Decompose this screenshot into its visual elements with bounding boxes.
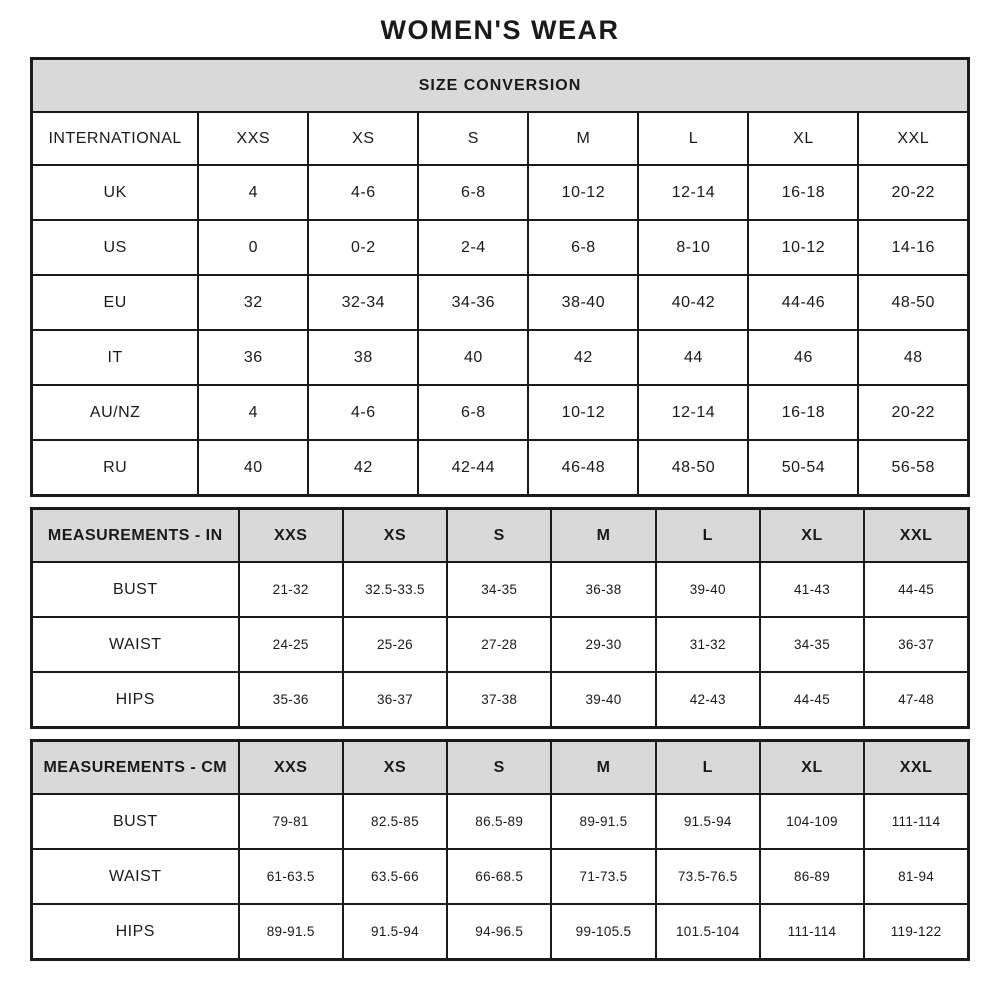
column-header-cell: S [447, 509, 551, 563]
value-cell: 16-18 [748, 165, 858, 220]
table-row [32, 562, 969, 617]
column-header-cell: XL [760, 741, 864, 795]
value-cell: 34-36 [418, 275, 528, 330]
measurements-in-table [30, 507, 970, 729]
measurements-in-body [32, 562, 969, 728]
value-cell: 42-44 [418, 440, 528, 496]
value-cell: 38 [308, 330, 418, 385]
column-header-cell: XS [343, 509, 447, 563]
value-cell: 40 [198, 440, 308, 496]
value-cell: 14-16 [858, 220, 968, 275]
table-row [32, 794, 969, 849]
value-cell: 29-30 [551, 617, 655, 672]
table-row [32, 385, 969, 440]
value-cell: 20-22 [858, 165, 968, 220]
value-cell: 89-91.5 [551, 794, 655, 849]
table-row [32, 672, 969, 728]
value-cell: 40-42 [638, 275, 748, 330]
value-cell: 79-81 [239, 794, 343, 849]
size-conversion-header: SIZE CONVERSION [32, 59, 969, 113]
column-header-cell: M [551, 741, 655, 795]
row-label: BUST [32, 794, 239, 849]
size-conversion-columns-row [32, 112, 969, 165]
column-header-cell: XXS [198, 112, 308, 165]
column-header-cell: M [528, 112, 638, 165]
value-cell: 8-10 [638, 220, 748, 275]
table-row [32, 165, 969, 220]
value-cell: 16-18 [748, 385, 858, 440]
size-conversion-table [30, 57, 970, 497]
value-cell: 32-34 [308, 275, 418, 330]
column-header-label: MEASUREMENTS - CM [32, 741, 239, 795]
row-label: RU [32, 440, 199, 496]
value-cell: 82.5-85 [343, 794, 447, 849]
value-cell: 71-73.5 [551, 849, 655, 904]
value-cell: 24-25 [239, 617, 343, 672]
measurements-cm-header-row [32, 741, 969, 795]
value-cell: 86-89 [760, 849, 864, 904]
value-cell: 56-58 [858, 440, 968, 496]
value-cell: 99-105.5 [551, 904, 655, 960]
value-cell: 44-45 [760, 672, 864, 728]
value-cell: 42 [528, 330, 638, 385]
column-header-cell: XL [760, 509, 864, 563]
value-cell: 36-37 [864, 617, 968, 672]
value-cell: 6-8 [418, 385, 528, 440]
value-cell: 6-8 [528, 220, 638, 275]
value-cell: 50-54 [748, 440, 858, 496]
table-row [32, 220, 969, 275]
value-cell: 44-45 [864, 562, 968, 617]
column-header-cell: XXL [864, 509, 968, 563]
value-cell: 91.5-94 [656, 794, 760, 849]
table-row [32, 275, 969, 330]
value-cell: 32 [198, 275, 308, 330]
value-cell: 91.5-94 [343, 904, 447, 960]
value-cell: 37-38 [447, 672, 551, 728]
value-cell: 104-109 [760, 794, 864, 849]
row-label: US [32, 220, 199, 275]
value-cell: 66-68.5 [447, 849, 551, 904]
row-label: EU [32, 275, 199, 330]
value-cell: 10-12 [528, 165, 638, 220]
value-cell: 119-122 [864, 904, 968, 960]
value-cell: 0 [198, 220, 308, 275]
value-cell: 36-37 [343, 672, 447, 728]
column-header-cell: XXS [239, 509, 343, 563]
value-cell: 61-63.5 [239, 849, 343, 904]
size-conversion-body [32, 165, 969, 496]
value-cell: 48-50 [858, 275, 968, 330]
value-cell: 39-40 [551, 672, 655, 728]
value-cell: 42 [308, 440, 418, 496]
value-cell: 4-6 [308, 165, 418, 220]
value-cell: 32.5-33.5 [343, 562, 447, 617]
value-cell: 25-26 [343, 617, 447, 672]
value-cell: 48-50 [638, 440, 748, 496]
value-cell: 27-28 [447, 617, 551, 672]
value-cell: 4 [198, 385, 308, 440]
value-cell: 4-6 [308, 385, 418, 440]
value-cell: 81-94 [864, 849, 968, 904]
value-cell: 35-36 [239, 672, 343, 728]
column-header-cell: M [551, 509, 655, 563]
row-label: HIPS [32, 672, 239, 728]
value-cell: 40 [418, 330, 528, 385]
value-cell: 94-96.5 [447, 904, 551, 960]
value-cell: 46-48 [528, 440, 638, 496]
value-cell: 36 [198, 330, 308, 385]
value-cell: 6-8 [418, 165, 528, 220]
column-header-cell: L [656, 509, 760, 563]
row-label: HIPS [32, 904, 239, 960]
column-header-cell: XS [308, 112, 418, 165]
value-cell: 12-14 [638, 385, 748, 440]
table-row [32, 904, 969, 960]
measurements-cm-table [30, 739, 970, 961]
page-title: WOMEN'S WEAR [380, 15, 620, 45]
value-cell: 0-2 [308, 220, 418, 275]
value-cell: 34-35 [760, 617, 864, 672]
value-cell: 2-4 [418, 220, 528, 275]
column-header-cell: S [418, 112, 528, 165]
column-header-cell: XXL [858, 112, 968, 165]
measurements-in-header-row [32, 509, 969, 563]
value-cell: 44 [638, 330, 748, 385]
value-cell: 21-32 [239, 562, 343, 617]
row-label: UK [32, 165, 199, 220]
table-row [32, 330, 969, 385]
value-cell: 20-22 [858, 385, 968, 440]
value-cell: 34-35 [447, 562, 551, 617]
column-header-cell: XXL [864, 741, 968, 795]
column-header-label: MEASUREMENTS - IN [32, 509, 239, 563]
value-cell: 111-114 [864, 794, 968, 849]
value-cell: 12-14 [638, 165, 748, 220]
table-row [32, 617, 969, 672]
row-label: AU/NZ [32, 385, 199, 440]
column-header-cell: L [638, 112, 748, 165]
value-cell: 111-114 [760, 904, 864, 960]
column-header-cell: XS [343, 741, 447, 795]
value-cell: 10-12 [748, 220, 858, 275]
table-row [32, 849, 969, 904]
value-cell: 86.5-89 [447, 794, 551, 849]
value-cell: 47-48 [864, 672, 968, 728]
column-header-cell: L [656, 741, 760, 795]
value-cell: 73.5-76.5 [656, 849, 760, 904]
column-header-label: INTERNATIONAL [32, 112, 199, 165]
value-cell: 10-12 [528, 385, 638, 440]
value-cell: 41-43 [760, 562, 864, 617]
value-cell: 38-40 [528, 275, 638, 330]
row-label: WAIST [32, 849, 239, 904]
value-cell: 101.5-104 [656, 904, 760, 960]
value-cell: 89-91.5 [239, 904, 343, 960]
value-cell: 42-43 [656, 672, 760, 728]
table-row [32, 440, 969, 496]
row-label: WAIST [32, 617, 239, 672]
row-label: IT [32, 330, 199, 385]
value-cell: 44-46 [748, 275, 858, 330]
size-conversion-banner-row [32, 59, 969, 113]
column-header-cell: S [447, 741, 551, 795]
row-label: BUST [32, 562, 239, 617]
value-cell: 36-38 [551, 562, 655, 617]
value-cell: 31-32 [656, 617, 760, 672]
value-cell: 48 [858, 330, 968, 385]
value-cell: 39-40 [656, 562, 760, 617]
column-header-cell: XXS [239, 741, 343, 795]
value-cell: 4 [198, 165, 308, 220]
value-cell: 63.5-66 [343, 849, 447, 904]
value-cell: 46 [748, 330, 858, 385]
column-header-cell: XL [748, 112, 858, 165]
measurements-cm-body [32, 794, 969, 960]
